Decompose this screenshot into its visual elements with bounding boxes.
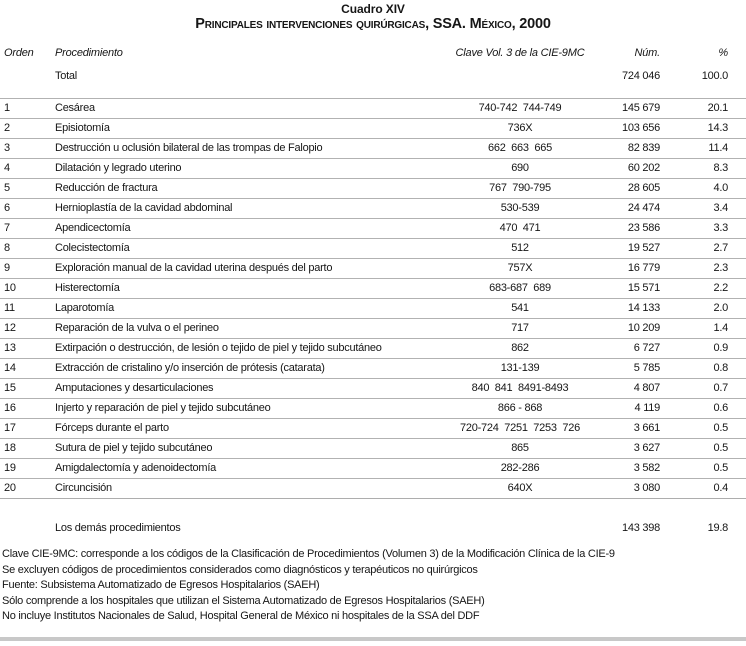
row-num: 24 474 [627, 202, 660, 214]
row-procedimiento: Histerectomía [55, 282, 120, 294]
row-pct: 0.5 [713, 422, 728, 434]
table-row [0, 258, 746, 278]
row-pct: 11.4 [708, 142, 728, 154]
row-pct: 0.8 [713, 362, 728, 374]
row-clave: 683-687 689 [489, 282, 551, 294]
total-label: Total [55, 70, 77, 82]
footnote-clave: Clave CIE-9MC: corresponde a los códigos de la Clasificación de Procedimientos (Volumen 3) de la Modificación Clínica de la CIE-9 [2, 548, 615, 560]
row-procedimiento: Circuncisión [55, 482, 112, 494]
row-orden: 19 [4, 462, 16, 474]
table-row [0, 338, 746, 358]
row-clave: 512 [511, 242, 529, 254]
table-row [0, 458, 746, 478]
total-num: 724 046 [621, 70, 660, 82]
table-row [0, 358, 746, 378]
row-orden: 9 [4, 262, 10, 274]
table-title: Principales intervenciones quirúrgicas, SSA. México, 2000 [195, 16, 551, 32]
column-header-pct: % [718, 47, 728, 59]
table-row [0, 138, 746, 158]
column-header-orden: Orden [4, 47, 34, 59]
footnote-exclusion: Se excluyen códigos de procedimientos considerados como diagnósticos y terapéuticos no quirúrgicos [2, 563, 478, 576]
column-headers [0, 46, 746, 60]
row-pct: 2.7 [713, 242, 728, 254]
row-pct: 1.4 [713, 322, 728, 334]
row-procedimiento: Apendicectomía [55, 222, 131, 234]
row-procedimiento: Reparación de la vulva o el perineo [55, 322, 219, 334]
row-num: 23 586 [627, 222, 660, 234]
row-orden: 16 [4, 402, 16, 414]
row-pct: 0.7 [713, 382, 728, 394]
row-orden: 12 [4, 322, 16, 334]
row-pct: 0.5 [713, 462, 728, 474]
table-row [0, 98, 746, 118]
row-procedimiento: Cesárea [55, 102, 95, 114]
table-row [0, 158, 746, 178]
column-header-clave: Clave Vol. 3 de la CIE-9MC [455, 47, 585, 59]
row-procedimiento: Fórceps durante el parto [55, 422, 169, 434]
row-clave: 840 841 8491-8493 [471, 382, 569, 394]
row-pct: 20.1 [707, 102, 728, 114]
table-row [0, 178, 746, 198]
row-procedimiento: Hernioplastía de la cavidad abdominal [55, 202, 233, 214]
row-pct: 14.3 [707, 122, 728, 134]
row-clave: 720-724 7251 7253 726 [459, 422, 580, 434]
row-orden: 5 [4, 182, 10, 194]
bottom-rule [0, 637, 746, 641]
row-num: 5 785 [633, 362, 660, 374]
row-procedimiento: Laparotomía [55, 302, 115, 314]
row-num: 103 656 [621, 122, 660, 134]
row-procedimiento: Destrucción u oclusión bilateral de las trompas de Falopio [55, 142, 323, 154]
row-num: 4 119 [634, 402, 660, 414]
otros-row [0, 518, 746, 538]
row-num: 3 627 [633, 442, 660, 454]
row-pct: 3.4 [713, 202, 728, 214]
row-procedimiento: Injerto y reparación de piel y tejido subcutáneo [55, 402, 271, 414]
row-pct: 4.0 [713, 182, 728, 194]
row-orden: 14 [4, 362, 16, 374]
table-row [0, 478, 746, 498]
row-num: 28 605 [627, 182, 660, 194]
table-row [0, 198, 746, 218]
row-num: 14 133 [627, 302, 660, 314]
row-pct: 3.3 [713, 222, 728, 234]
footnote-no-incluye: No incluye Institutos Nacionales de Salud, Hospital General de México ni hospitales de la SSA del DDF [2, 610, 480, 623]
row-pct: 2.2 [713, 282, 728, 294]
row-procedimiento: Amigdalectomía y adenoidectomía [55, 462, 217, 474]
row-pct: 0.5 [713, 442, 728, 454]
table-row [0, 218, 746, 238]
table-row [0, 318, 746, 338]
row-procedimiento: Exploración manual de la cavidad uterina después del parto [55, 262, 333, 274]
otros-num: 143 398 [621, 522, 660, 534]
row-clave: 757X [507, 262, 533, 274]
total-row [0, 66, 746, 86]
footnote-cobertura: Sólo comprende a los hospitales que utilizan el Sistema Automatizado de Egresos Hospitalarios (SAEH) [2, 594, 485, 607]
row-pct: 8.3 [713, 162, 728, 174]
row-procedimiento: Extirpación o destrucción, de lesión o tejido de piel y tejido subcutáneo [55, 342, 382, 354]
footnote-fuente: Fuente: Subsistema Automatizado de Egresos Hospitalarios (SAEH) [2, 579, 320, 592]
row-num: 15 571 [627, 282, 660, 294]
row-procedimiento: Reducción de fractura [55, 182, 158, 194]
row-num: 19 527 [627, 242, 660, 254]
table-number-title: Cuadro XIV [341, 2, 405, 16]
row-orden: 4 [4, 162, 10, 174]
table-row [0, 298, 746, 318]
row-orden: 8 [4, 242, 10, 254]
row-procedimiento: Dilatación y legrado uterino [55, 162, 182, 174]
row-num: 3 582 [633, 462, 660, 474]
row-orden: 17 [4, 422, 16, 434]
row-orden: 11 [4, 302, 15, 314]
row-procedimiento: Sutura de piel y tejido subcutáneo [55, 442, 213, 454]
row-clave: 865 [511, 442, 529, 454]
row-orden: 7 [4, 222, 10, 234]
row-num: 60 202 [627, 162, 660, 174]
table-rows [0, 98, 746, 499]
row-orden: 18 [4, 442, 16, 454]
row-clave: 282-286 [500, 462, 540, 474]
table-row [0, 118, 746, 138]
row-clave: 541 [511, 302, 529, 314]
row-clave: 690 [511, 162, 529, 174]
table-row [0, 418, 746, 438]
row-orden: 2 [4, 122, 10, 134]
row-procedimiento: Episiotomía [55, 122, 110, 134]
column-header-procedimiento: Procedimiento [55, 47, 123, 59]
row-pct: 0.6 [713, 402, 728, 414]
row-pct: 2.3 [713, 262, 728, 274]
row-procedimiento: Extracción de cristalino y/o inserción de prótesis (catarata) [55, 362, 325, 374]
row-clave: 470 471 [499, 222, 541, 234]
row-orden: 6 [4, 202, 10, 214]
row-num: 10 209 [627, 322, 660, 334]
row-num: 6 727 [633, 342, 660, 354]
row-pct: 0.9 [713, 342, 728, 354]
row-pct: 0.4 [713, 482, 728, 494]
otros-label: Los demás procedimientos [55, 522, 181, 534]
row-num: 3 080 [633, 482, 660, 494]
column-header-num: Núm. [634, 47, 660, 59]
table-row [0, 398, 746, 418]
table-row [0, 238, 746, 258]
row-num: 3 661 [633, 422, 660, 434]
row-orden: 13 [4, 342, 16, 354]
row-clave: 662 663 665 [487, 142, 553, 154]
row-orden: 1 [4, 102, 10, 114]
row-clave: 862 [511, 342, 529, 354]
row-clave: 640X [507, 482, 533, 494]
row-num: 82 839 [627, 142, 660, 154]
row-clave: 736X [507, 122, 533, 134]
row-clave: 530-539 [500, 202, 540, 214]
footnotes-block [2, 547, 744, 625]
row-orden: 3 [4, 142, 10, 154]
row-num: 4 807 [633, 382, 660, 394]
table-row [0, 278, 746, 298]
total-pct: 100.0 [701, 70, 728, 82]
row-num: 145 679 [621, 102, 660, 114]
table-row [0, 438, 746, 458]
table-row [0, 378, 746, 398]
otros-pct: 19.8 [707, 522, 728, 534]
row-procedimiento: Amputaciones y desarticulaciones [55, 382, 214, 394]
row-num: 16 779 [627, 262, 660, 274]
row-clave: 740-742 744-749 [478, 102, 562, 114]
row-orden: 10 [4, 282, 16, 294]
row-clave: 866 - 868 [497, 402, 543, 414]
row-orden: 20 [4, 482, 16, 494]
row-pct: 2.0 [713, 302, 728, 314]
row-orden: 15 [4, 382, 16, 394]
row-procedimiento: Colecistectomía [55, 242, 130, 254]
row-clave: 767 790-795 [489, 182, 551, 194]
row-clave: 717 [511, 322, 529, 334]
row-clave: 131-139 [500, 362, 540, 374]
